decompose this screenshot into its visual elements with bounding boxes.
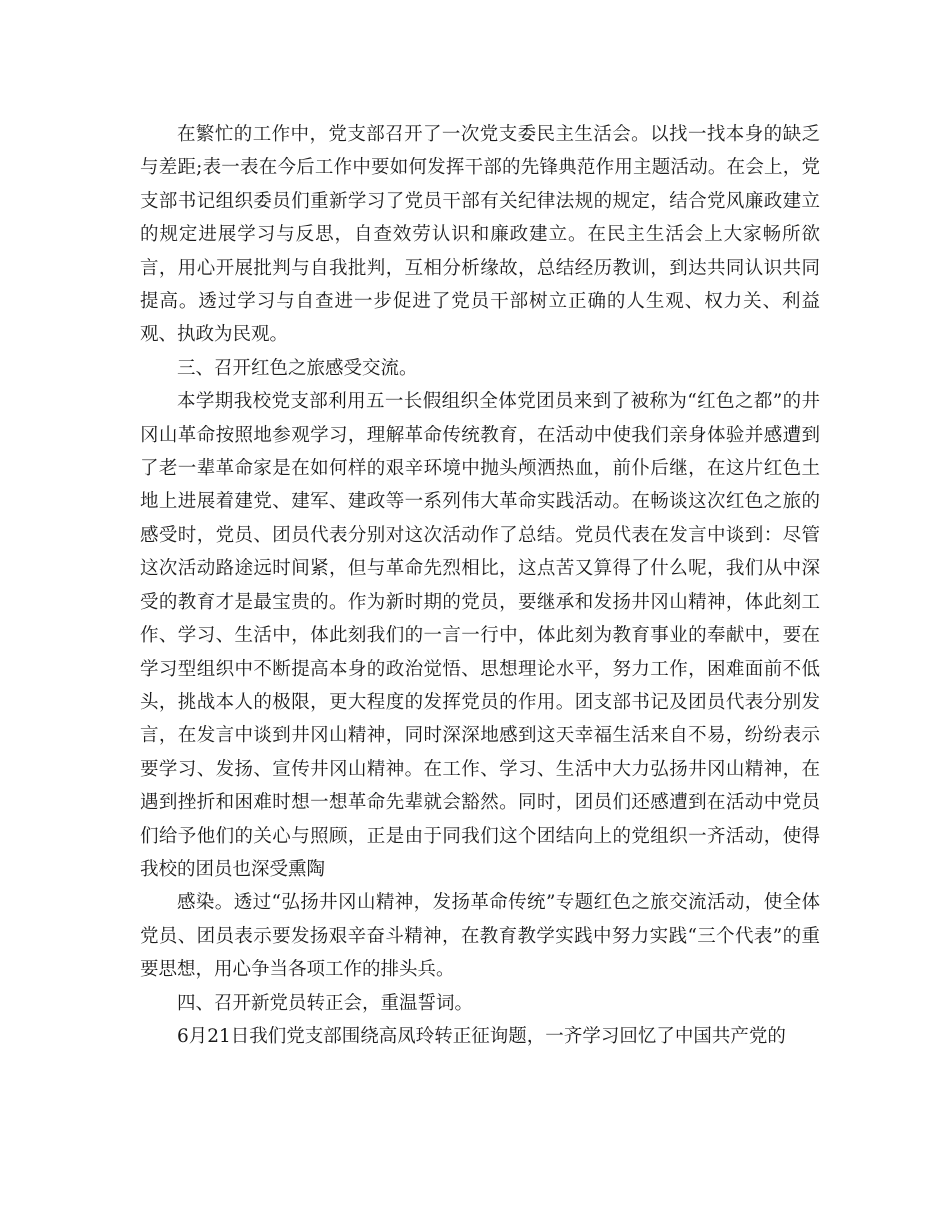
section-heading-red-tour: 三、召开红色之旅感受交流。 — [177, 357, 418, 379]
paragraph-democratic-meeting: 在繁忙的工作中，党支部召开了一次党支委民主生活会。以找一找本身的缺乏与差距;表一表在今后工作中要如何发挥干部的先锋典范作用主题活动。在会上，党支部书记组织委员们重新学习了党员干部有关纪律法规的规定，结合党风廉政建立的规定进展学习与反思，自查效劳认识和廉政建立。在民主生活会上大家畅所欲言，用心开展批判与自我批判，互相分析缘故，总结经历教训，到达共同认识共同提高。透过学习与自查进一步促进了党员干部树立正确的人生观、权力关、利益观、执政为民观。 — [140, 124, 820, 346]
paragraph-red-tour: 本学期我校党支部利用五一长假组织全体党团员来到了被称为“红色之都”的井冈山革命按照地参观学习，理解革命传统教育，在活动中使我们亲身体验并感遭到了老一辈革命家是在如何样的艰辛环境中抛头颅洒热血，前仆后继，在这片红色土地上进展着建党、建军、建政等一系列伟大革命实践活动。在畅谈这次红色之旅的感受时，党员、团员代表分别对这次活动作了总结。党员代表在发言中谈到：尽管这次活动路途远时间紧，但与革命先烈相比，这点苦又算得了什么呢，我们从中深受的教育才是最宝贵的。作为新时期的党员，要继承和发扬井冈山精神，体此刻工作、学习、生活中，体此刻我们的一言一行中，体此刻为教育事业的奉献中，要在学习型组织中不断提高本身的政治觉悟、思想理论水平，努力工作，困难面前不低头，挑战本人的极限，更大程度的发挥党员的作用。团支部书记及团员代表分别发言，在发言中谈到井冈山精神，同时深深地感到这天幸福生活来自不易，纷纷表示要学习、发扬、宣传井冈山精神。在工作、学习、生活中大力弘扬井冈山精神，在遇到挫折和困难时想一想革命先辈就会豁然。同时，团员们还感遭到在活动中党员们给予他们的关心与照顾，正是由于同我们这个团结向上的党组织一齐活动，使得我校的团员也深受熏陶 — [140, 391, 820, 880]
paragraph-new-member: 6月21日我们党支部围绕高凤玲转正征询题，一齐学习回忆了中国共产党的 — [177, 1025, 786, 1047]
paragraph-red-tour-continued: 感染。透过“弘扬井冈山精神，发扬革命传统”专题红色之旅交流活动，使全体党员、团员表示要发扬艰辛奋斗精神，在教育教学实践中努力实践“三个代表”的重要思想，用心争当各项工作的排头兵。 — [140, 892, 820, 981]
document-body — [140, 118, 820, 1053]
section-heading-new-member: 四、召开新党员转正会，重温誓词。 — [177, 992, 474, 1014]
